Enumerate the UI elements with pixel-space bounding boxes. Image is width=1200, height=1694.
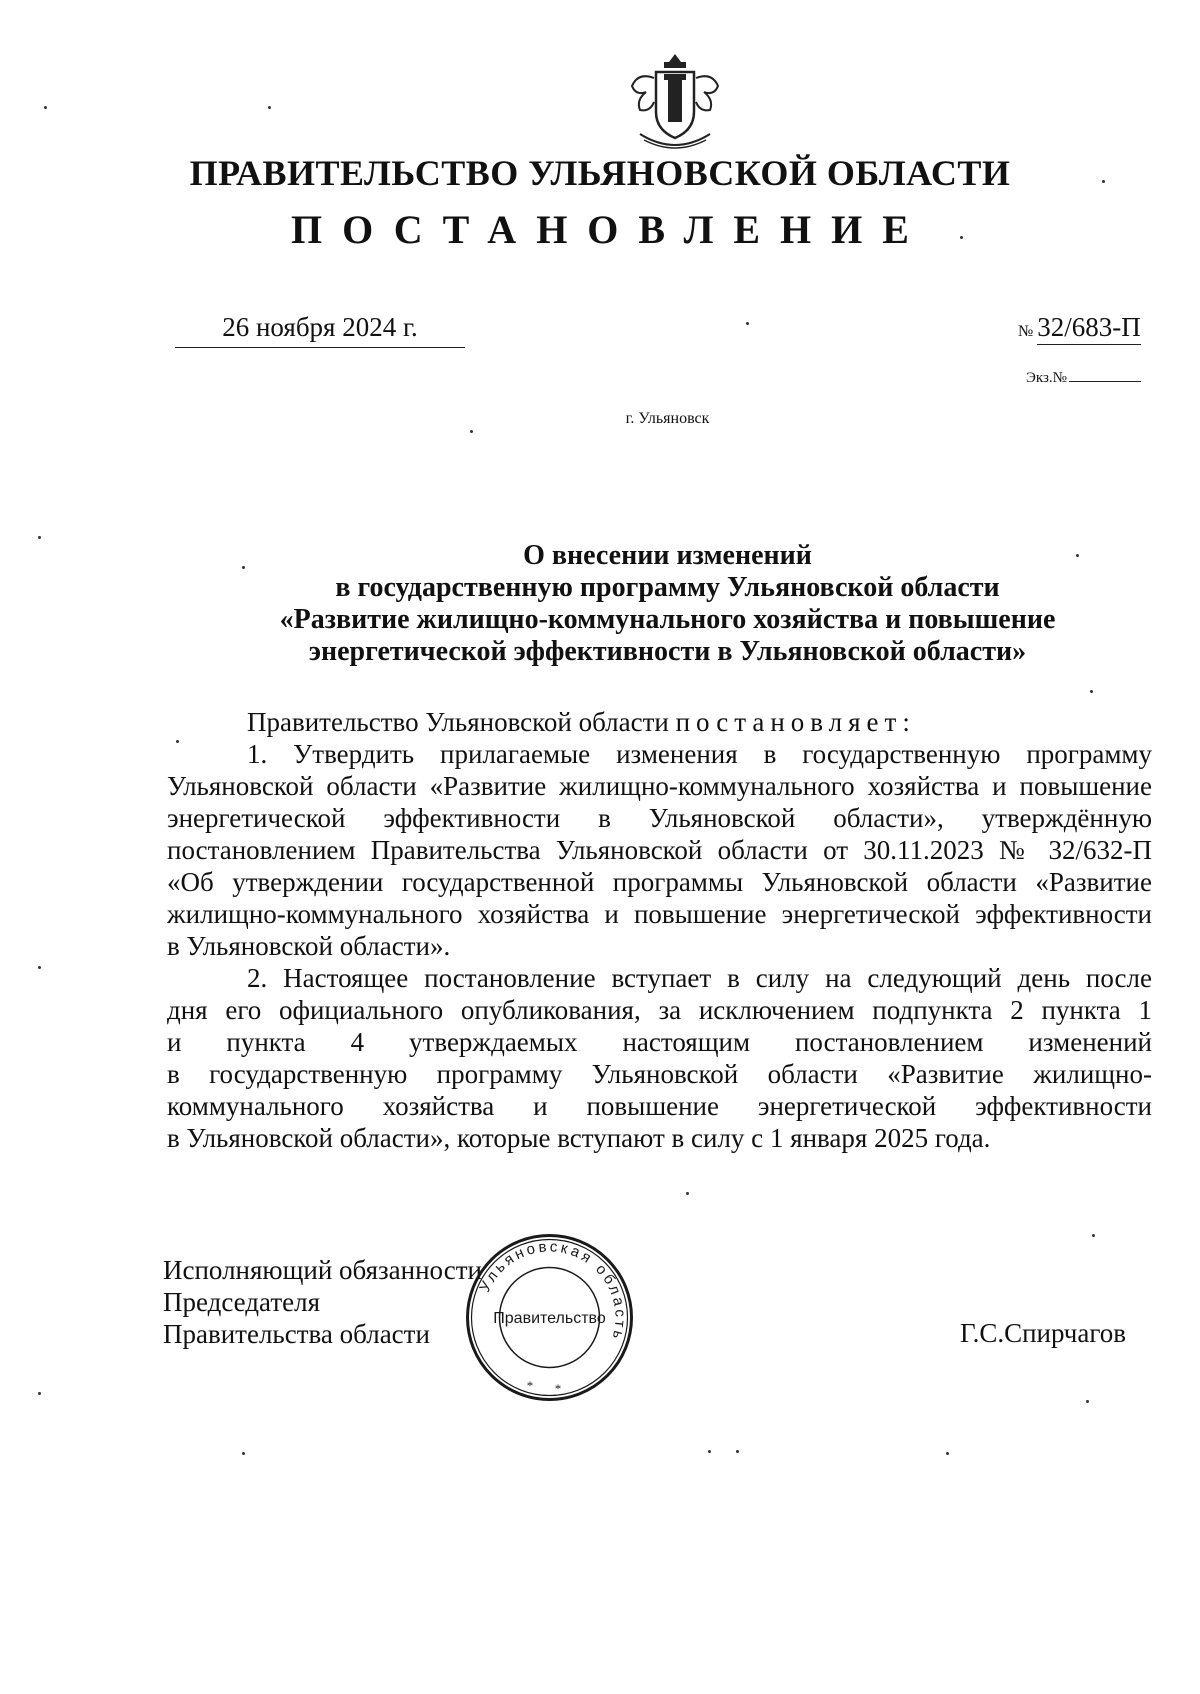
- coat-of-arms-emblem: [620, 48, 730, 158]
- item2-line: 2. Настоящее постановление вступает в силу на следующий день после: [247, 963, 1152, 993]
- item1-line: жилищно-коммунального хозяйства и повышение энергетической эффективности: [167, 899, 1152, 929]
- seal-ring-text: Ульяновская область: [476, 1238, 629, 1344]
- document-date: 26 ноября 2024 г.: [175, 312, 465, 348]
- document-subject: [200, 540, 1135, 668]
- subject-line: энергетической эффективности в Ульяновской области»: [308, 636, 1027, 667]
- item1-line: «Об утверждении государственной программы Ульяновской области «Развитие: [167, 867, 1152, 897]
- copy-number-blank: [1069, 381, 1141, 382]
- copy-number: [1026, 370, 1141, 387]
- scan-speck: [38, 966, 41, 969]
- scan-speck: [946, 1452, 949, 1455]
- scan-speck: [470, 430, 473, 433]
- svg-text:*: *: [554, 1381, 562, 1396]
- signer-position-line: Исполняющий обязанности: [163, 1255, 482, 1285]
- scan-speck: [242, 1452, 245, 1455]
- document-number-value: 32/683-П: [1037, 312, 1141, 345]
- item2-line: и пункта 4 утверждаемых настоящим постановлением изменений: [167, 1027, 1152, 1057]
- document-type-title: ПОСТАНОВЛЕНИЕ: [291, 207, 929, 252]
- scan-speck: [746, 322, 749, 325]
- scan-speck: [1092, 1234, 1095, 1237]
- document-body: [167, 706, 1152, 1154]
- item2-last-line: в Ульяновской области», которые вступают в силу с 1 января 2025 года.: [167, 1123, 991, 1153]
- scan-speck: [176, 740, 179, 743]
- scan-speck: [38, 536, 41, 539]
- scan-speck: [686, 1192, 689, 1195]
- signer-name: Г.С.Спирчагов: [960, 1318, 1127, 1348]
- scan-speck: [1076, 554, 1079, 557]
- scan-speck: [1086, 1400, 1089, 1403]
- scan-speck: [1090, 690, 1093, 693]
- government-title: ПРАВИТЕЛЬСТВО УЛЬЯНОВСКОЙ ОБЛАСТИ: [189, 153, 1011, 193]
- scan-speck: [242, 566, 245, 569]
- item1-line: постановлением Правительства Ульяновской области от 30.11.2023 № 32/632-П: [167, 835, 1152, 865]
- copy-number-label: Экз.№: [1026, 370, 1067, 386]
- svg-text:*: *: [526, 1378, 534, 1393]
- item1-line: энергетической эффективности в Ульяновской области», утверждённую: [167, 803, 1152, 833]
- item1-last-line: в Ульяновской области».: [167, 931, 451, 961]
- item2-line: в государственную программу Ульяновской области «Развитие жилищно-: [167, 1059, 1152, 1089]
- intro-verb: постановляет:: [675, 707, 916, 737]
- subject-line: О внесении изменений: [523, 540, 812, 571]
- seal-center-text: Правительство: [493, 1310, 606, 1327]
- document-number: [1018, 312, 1141, 343]
- scan-speck: [1102, 180, 1105, 183]
- item1-line: Ульяновской области «Развитие жилищно-коммунального хозяйства и повышение: [167, 771, 1152, 801]
- intro-lead: Правительство Ульяновской области: [247, 707, 676, 737]
- official-seal: [462, 1230, 637, 1405]
- scan-speck: [736, 1450, 739, 1453]
- signer-position-line: Правительства области: [163, 1319, 430, 1349]
- scan-speck: [960, 236, 963, 239]
- item2-line: коммунального хозяйства и повышение энергетической эффективности: [167, 1091, 1152, 1121]
- item2-line: дня его официального опубликования, за исключением подпункта 2 пункта 1: [167, 995, 1152, 1025]
- scan-speck: [268, 106, 271, 109]
- signer-position-line: Председателя: [163, 1287, 321, 1317]
- scan-speck: [38, 1392, 41, 1395]
- city: г. Ульяновск: [625, 410, 710, 427]
- number-sign: №: [1018, 323, 1034, 340]
- subject-line: «Развитие жилищно-коммунального хозяйства и повышение: [279, 604, 1056, 635]
- intro-paragraph: [167, 706, 1152, 738]
- scan-speck: [44, 106, 47, 109]
- item1-line: 1. Утвердить прилагаемые изменения в государственную программу: [247, 739, 1152, 769]
- signature-block: [163, 1254, 482, 1350]
- subject-line: в государственную программу Ульяновской области: [335, 572, 1000, 603]
- scan-speck: [708, 1450, 711, 1453]
